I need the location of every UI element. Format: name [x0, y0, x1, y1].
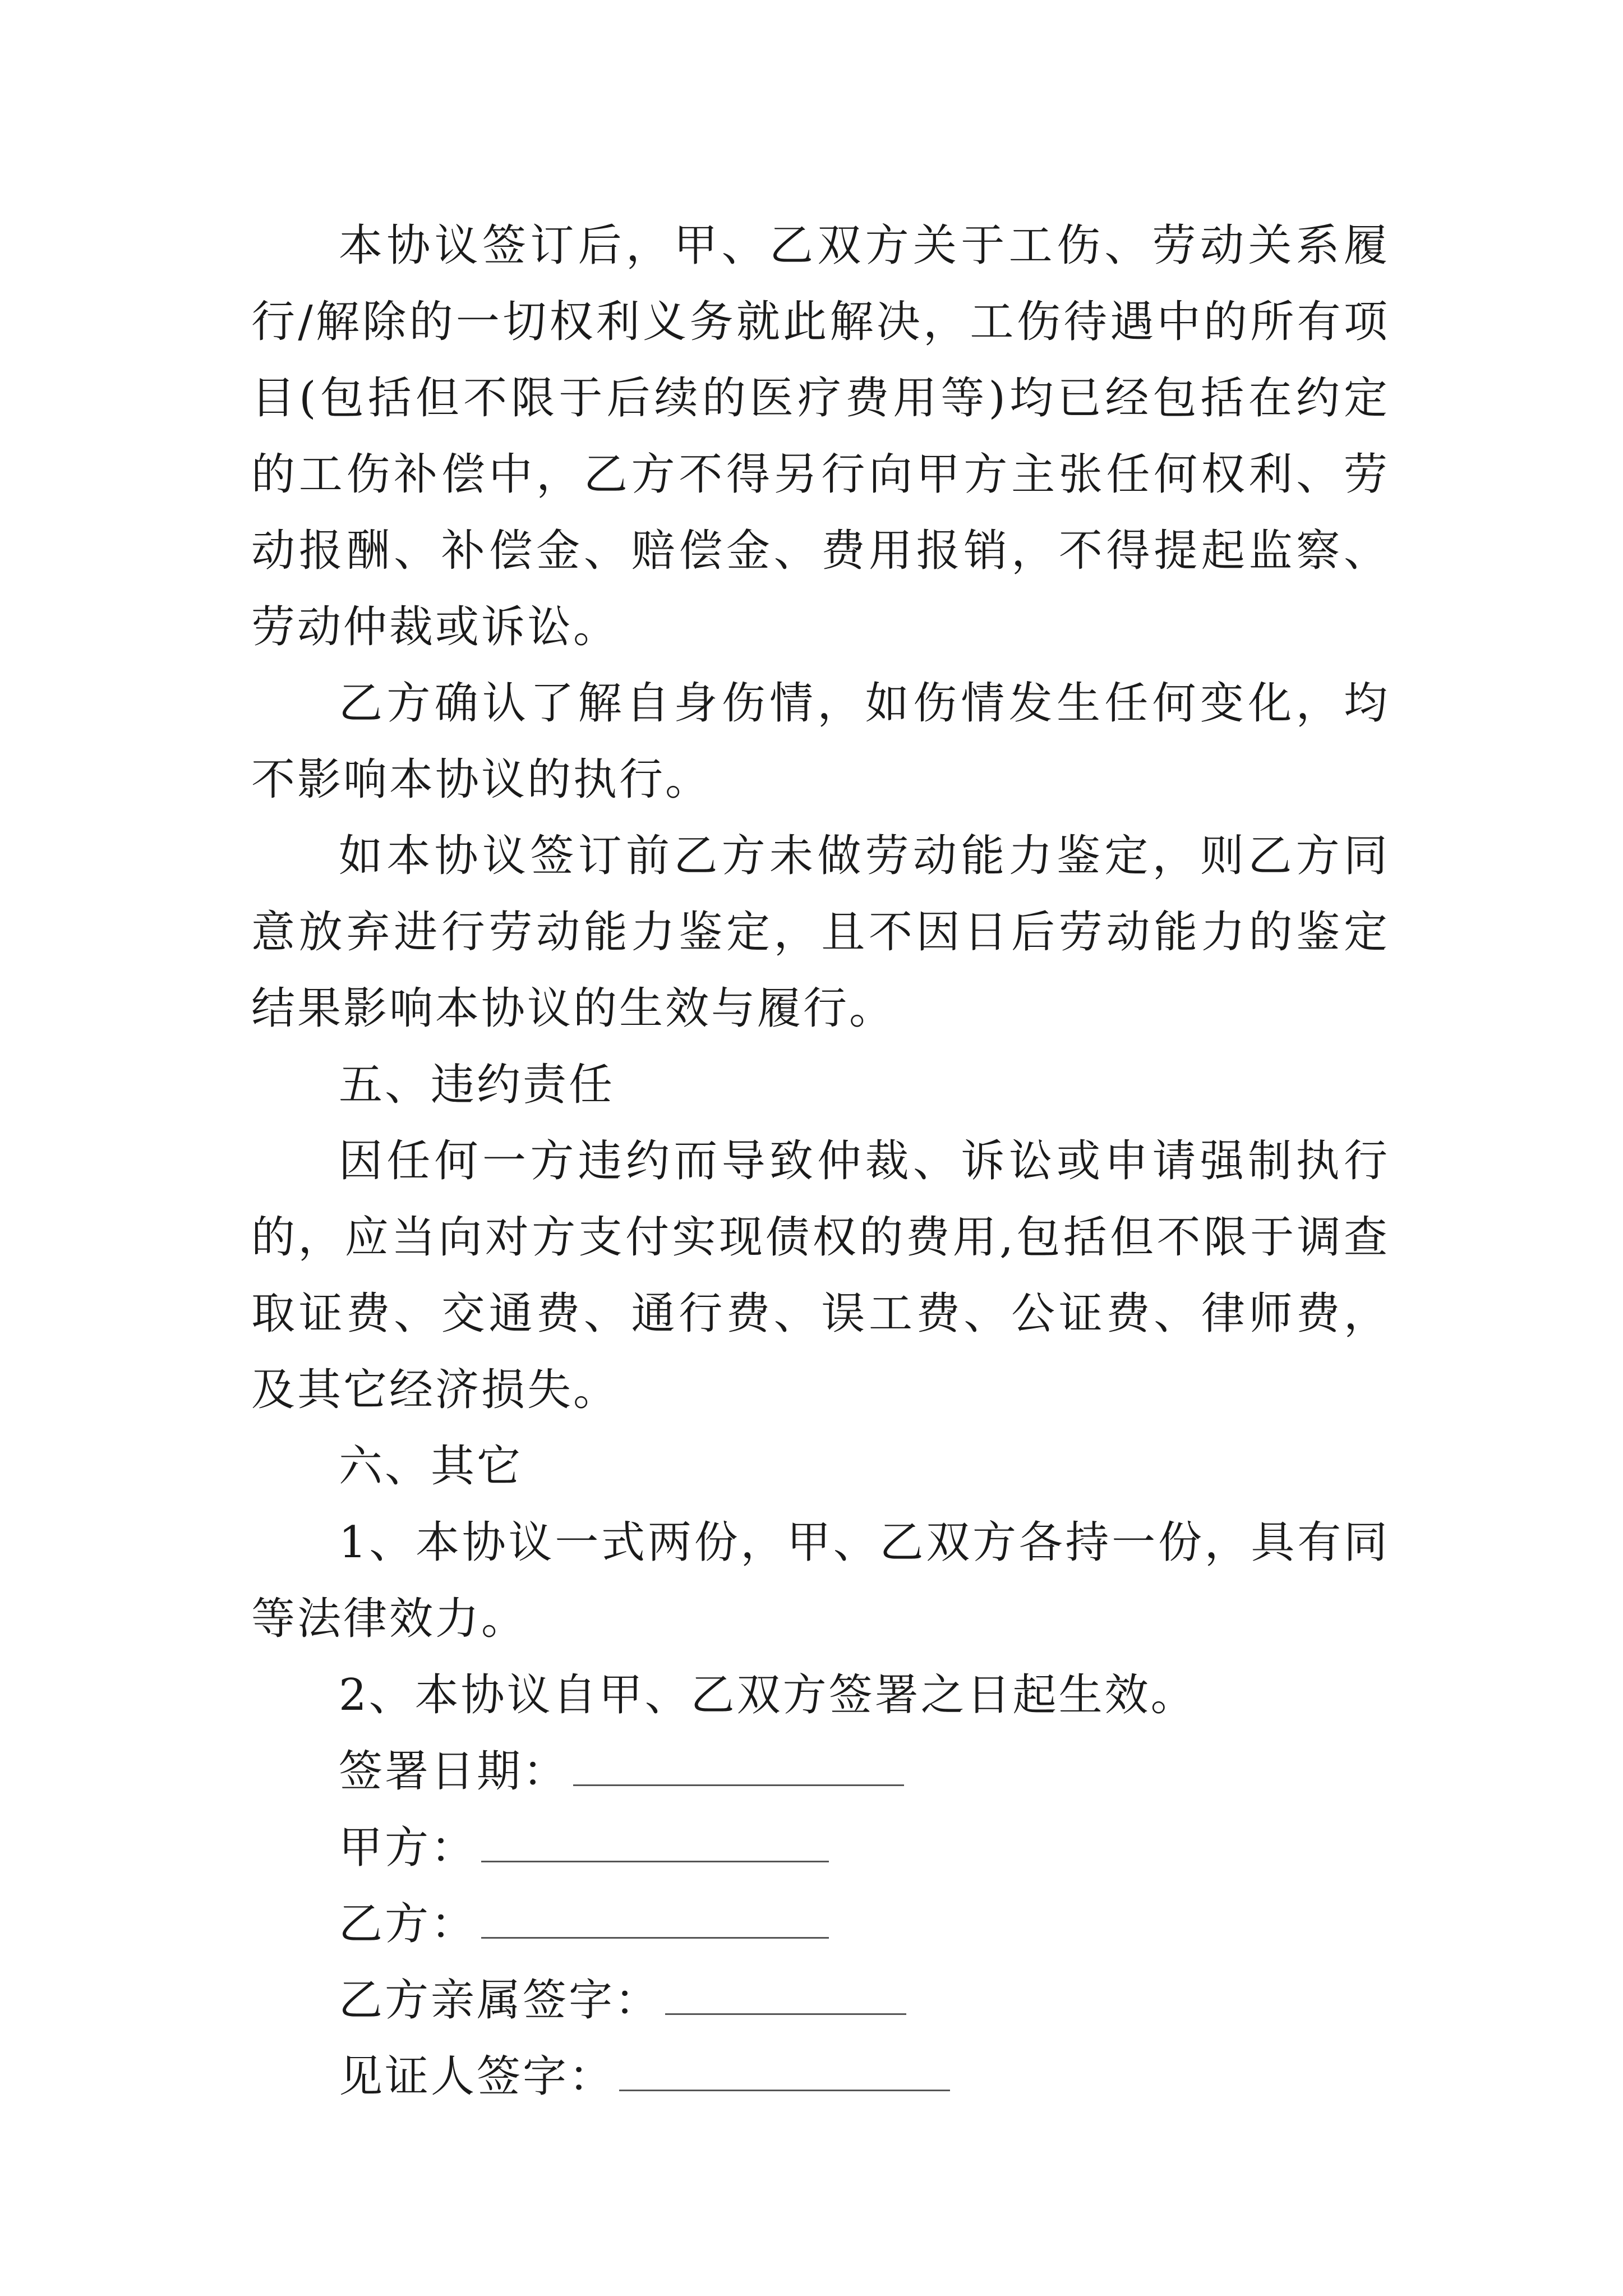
witness-signature-field[interactable]: [619, 2067, 950, 2091]
signature-date-field[interactable]: [573, 1762, 904, 1786]
signature-row-relative: [251, 1962, 1390, 2039]
document-page: [251, 208, 1390, 2115]
relative-signature-field[interactable]: [665, 1991, 906, 2015]
clause-effective: 2、本协议自甲、乙双方签署之日起生效。: [339, 1670, 1197, 1720]
relative-label: 乙方亲属签字：: [339, 1975, 661, 2026]
party-b-label: 乙方：: [339, 1899, 477, 1949]
clause-copies: 1、本协议一式两份，甲、乙双方各持一份，具有同等法律效力。: [251, 1517, 1390, 1644]
section-heading-breach: 五、违约责任: [339, 1060, 615, 1110]
party-a-signature-field[interactable]: [481, 1838, 829, 1862]
signature-date-label: 签署日期：: [339, 1746, 569, 1797]
party-a-label: 甲方：: [339, 1823, 477, 1873]
signature-row-party-b: [251, 1886, 1390, 1962]
signature-row-date: [251, 1733, 1390, 1810]
section-heading-other: 六、其它: [339, 1441, 523, 1492]
clause-capacity-appraisal: 如本协议签订前乙方未做劳动能力鉴定，则乙方同意放弃进行劳动能力鉴定，且不因日后劳动能力的鉴定结果影响本协议的生效与履行。: [251, 831, 1390, 1034]
party-b-signature-field[interactable]: [481, 1915, 829, 1939]
clause-settlement: 本协议签订后，甲、乙双方关于工伤、劳动关系履行/解除的一切权利义务就此解决，工伤待遇中的所有项目(包括但不限于后续的医疗费用等)均已经包括在约定的工伤补偿中，乙方不得另行向甲方主张任何权利、劳动报酬、补偿金、赔偿金、费用报销，不得提起监察、劳动仲裁或诉讼。: [251, 220, 1390, 652]
signature-row-party-a: [251, 1810, 1390, 1886]
clause-injury-acknowledgement: 乙方确认了解自身伤情，如伤情发生任何变化，均不影响本协议的执行。: [251, 678, 1390, 805]
clause-breach-liability: 因任何一方违约而导致仲裁、诉讼或申请强制执行的，应当向对方支付实现债权的费用,包括但不限于调查取证费、交通费、通行费、误工费、公证费、律师费，及其它经济损失。: [251, 1136, 1390, 1415]
signature-row-witness: [251, 2039, 1390, 2115]
witness-label: 见证人签字：: [339, 2051, 615, 2102]
